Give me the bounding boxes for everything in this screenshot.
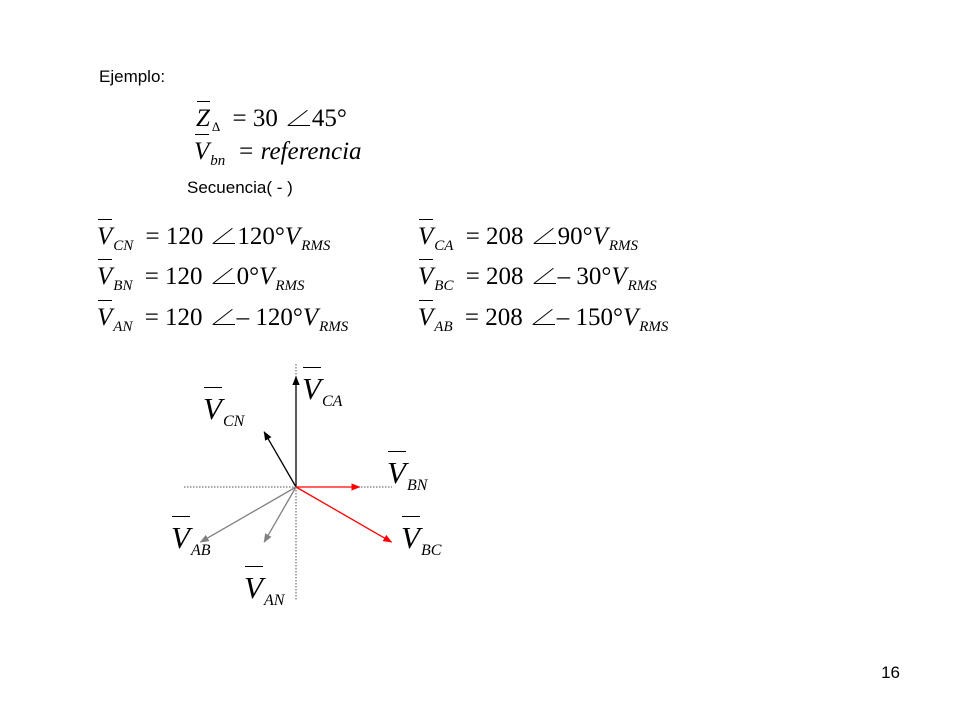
voltage-angle: 120° — [237, 223, 285, 250]
voltage-symbol: V — [97, 263, 113, 290]
voltage-magnitude: = 208 — [465, 263, 524, 290]
label-vca — [302, 371, 343, 410]
example-heading: Ejemplo: — [99, 67, 166, 86]
z-value: = 30 — [232, 105, 278, 132]
voltage-magnitude: = 208 — [465, 223, 524, 250]
label-symbol: V — [171, 520, 190, 555]
voltage-magnitude: = 208 — [464, 304, 523, 331]
label-symbol: V — [401, 520, 420, 555]
phasor-cn-arrow — [264, 432, 296, 487]
voltage-angle: 0° — [236, 263, 260, 290]
label-symbol: V — [244, 570, 263, 605]
vbn-symbol: V — [194, 138, 210, 165]
label-vbn — [387, 455, 428, 494]
voltage-magnitude: = 120 — [145, 223, 204, 250]
page-number: 16 — [881, 663, 900, 682]
unit-subscript: RMS — [275, 278, 305, 294]
unit-subscript: RMS — [639, 319, 669, 335]
label-vbc — [401, 520, 442, 559]
voltage-symbol: V — [97, 304, 113, 331]
label-subscript: CA — [321, 393, 343, 410]
unit-subscript: RMS — [627, 278, 657, 294]
voltage-angle: 90° — [557, 223, 593, 250]
label-subscript: CN — [222, 413, 245, 430]
unit-symbol: V — [611, 263, 627, 290]
voltage-magnitude: = 120 — [144, 263, 203, 290]
unit-symbol: V — [592, 223, 608, 250]
unit-symbol: V — [259, 263, 275, 290]
voltage-subscript: BC — [434, 278, 454, 294]
phasor-bc-arrow — [296, 487, 392, 542]
voltage-subscript: AN — [113, 319, 133, 335]
voltage-symbol: V — [418, 223, 434, 250]
sequence-label: Secuencia( - ) — [187, 178, 293, 197]
unit-subscript: RMS — [319, 319, 349, 335]
voltage-magnitude: = 120 — [144, 304, 203, 331]
voltage-symbol: V — [418, 304, 434, 331]
z-subscript: Δ — [211, 119, 221, 134]
vbn-value: = referencia — [237, 138, 362, 165]
label-subscript: AN — [263, 592, 285, 609]
unit-subscript: RMS — [301, 238, 331, 254]
label-symbol: V — [302, 371, 321, 406]
z-symbol: Z — [196, 105, 210, 132]
label-vcn — [203, 391, 245, 430]
label-subscript: BN — [406, 477, 428, 494]
label-vab — [171, 520, 211, 559]
label-symbol: V — [203, 391, 222, 426]
z-angle: 45° — [311, 105, 347, 132]
voltage-symbol: V — [97, 223, 113, 250]
voltage-symbol: V — [418, 263, 434, 290]
voltage-angle: – 120° — [236, 304, 303, 331]
unit-symbol: V — [302, 304, 319, 331]
label-symbol: V — [387, 455, 406, 490]
voltage-subscript: BN — [113, 278, 133, 294]
voltage-subscript: AB — [434, 319, 453, 335]
voltage-subscript: CA — [434, 238, 454, 254]
unit-subscript: RMS — [608, 238, 639, 254]
phasor-an-arrow — [264, 487, 296, 542]
unit-symbol: V — [622, 304, 639, 331]
phasor-ab-arrow — [201, 487, 297, 542]
label-van — [244, 570, 285, 609]
label-subscript: BC — [420, 542, 442, 559]
unit-symbol: V — [284, 223, 301, 250]
voltage-angle: – 150° — [556, 304, 623, 331]
label-subscript: AB — [190, 542, 211, 559]
voltage-angle: – 30° — [557, 263, 612, 290]
voltage-subscript: CN — [113, 238, 134, 254]
vbn-subscript: bn — [210, 153, 226, 169]
